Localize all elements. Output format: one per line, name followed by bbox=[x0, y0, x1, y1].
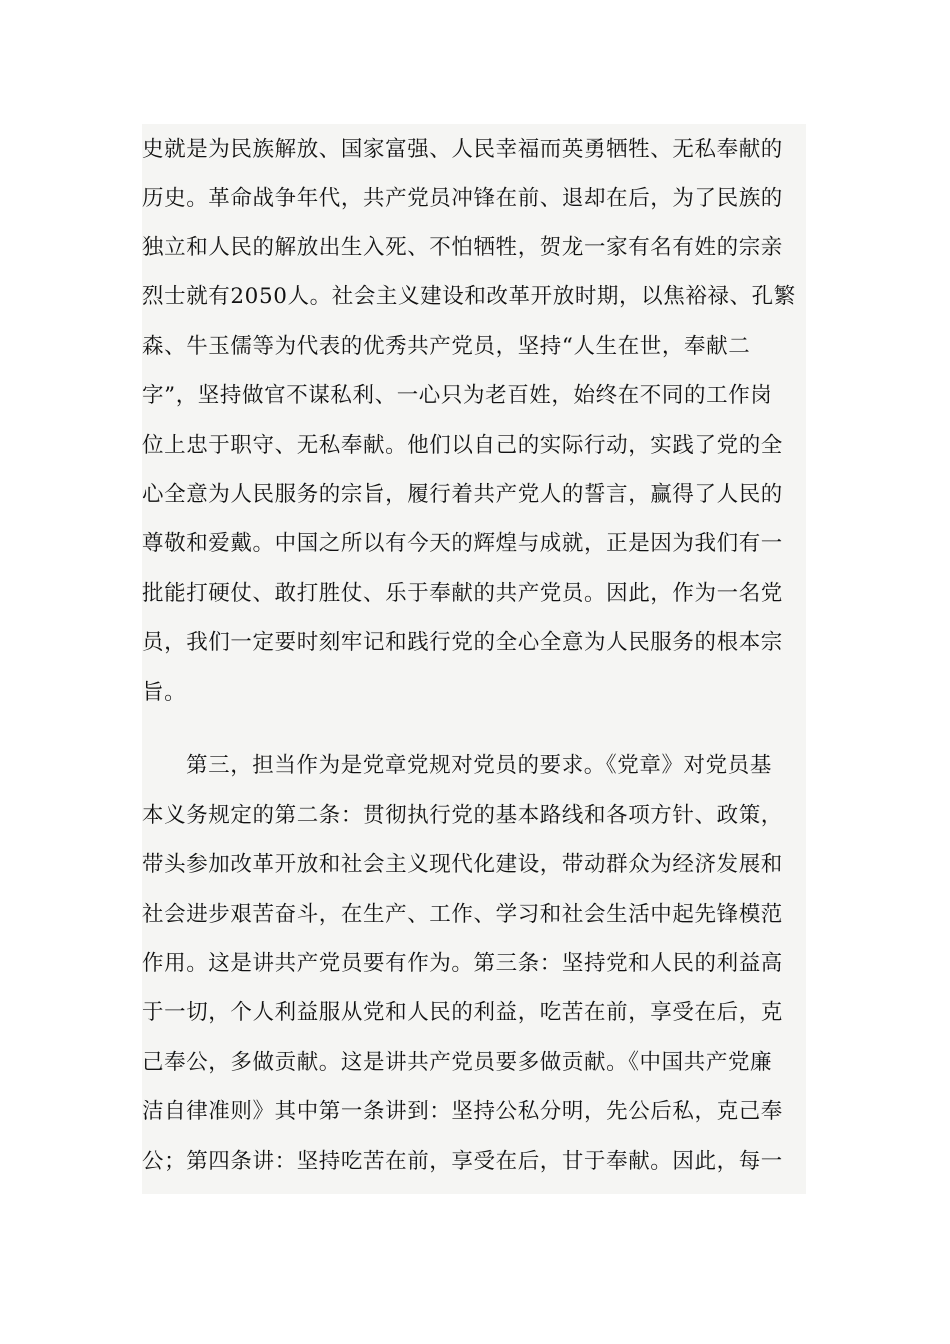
paragraph-1-line-3: 独立和人民的解放出生入死、不怕牺牲，贺龙一家有名有姓的宗亲 bbox=[142, 235, 783, 260]
paragraph-1-line-9: 尊敬和爱戴。中国之所以有今天的辉煌与成就，正是因为我们有一 bbox=[142, 531, 783, 556]
paragraph-1-line-8: 心全意为人民服务的宗旨，履行着共产党人的誓言，赢得了人民的 bbox=[142, 482, 783, 507]
paragraph-1-line-10: 批能打硬仗、敢打胜仗、乐于奉献的共产党员。因此，作为一名党 bbox=[142, 581, 783, 606]
paragraph-2-line-6: 于一切，个人利益服从党和人民的利益，吃苦在前，享受在后，克 bbox=[142, 1000, 783, 1025]
paragraph-1-line-7: 位上忠于职守、无私奉献。他们以自己的实际行动，实践了党的全 bbox=[142, 433, 783, 458]
document-text-block bbox=[142, 124, 806, 1194]
paragraph-2-line-3: 带头参加改革开放和社会主义现代化建设，带动群众为经济发展和 bbox=[142, 852, 783, 877]
paragraph-1-line-4: 烈士就有2050人。社会主义建设和改革开放时期，以焦裕禄、孔繁 bbox=[142, 284, 796, 309]
paragraph-1-line-11: 员，我们一定要时刻牢记和践行党的全心全意为人民服务的根本宗 bbox=[142, 630, 783, 655]
paragraph-1-line-5: 森、牛玉儒等为代表的优秀共产党员，坚持“人生在世，奉献二 bbox=[142, 334, 751, 359]
paragraph-1-line-2: 历史。革命战争年代，共产党员冲锋在前、退却在后，为了民族的 bbox=[142, 186, 783, 211]
paragraph-2-line-2: 本义务规定的第二条：贯彻执行党的基本路线和各项方针、政策， bbox=[142, 803, 783, 828]
paragraph-1-line-6: 字”，坚持做官不谋私利、一心只为老百姓，始终在不同的工作岗 bbox=[142, 383, 773, 408]
paragraph-2-line-5: 作用。这是讲共产党员要有作为。第三条：坚持党和人民的利益高 bbox=[142, 951, 783, 976]
paragraph-2-line-9: 公；第四条讲：坚持吃苦在前，享受在后，甘于奉献。因此，每一 bbox=[142, 1149, 783, 1174]
paragraph-2-line-4: 社会进步艰苦奋斗，在生产、工作、学习和社会生活中起先锋模范 bbox=[142, 902, 783, 927]
paragraph-2-line-7: 己奉公，多做贡献。这是讲共产党员要多做贡献。《中国共产党廉 bbox=[142, 1050, 773, 1075]
paragraph-1-line-12: 旨。 bbox=[142, 680, 187, 705]
paragraph-1-line-1: 史就是为民族解放、国家富强、人民幸福而英勇牺牲、无私奉献的 bbox=[142, 137, 783, 162]
paragraph-2-line-8: 洁自律准则》其中第一条讲到：坚持公私分明，先公后私，克己奉 bbox=[142, 1099, 783, 1124]
paragraph-2-line-1: 第三，担当作为是党章党规对党员的要求。《党章》对党员基 bbox=[186, 753, 772, 778]
